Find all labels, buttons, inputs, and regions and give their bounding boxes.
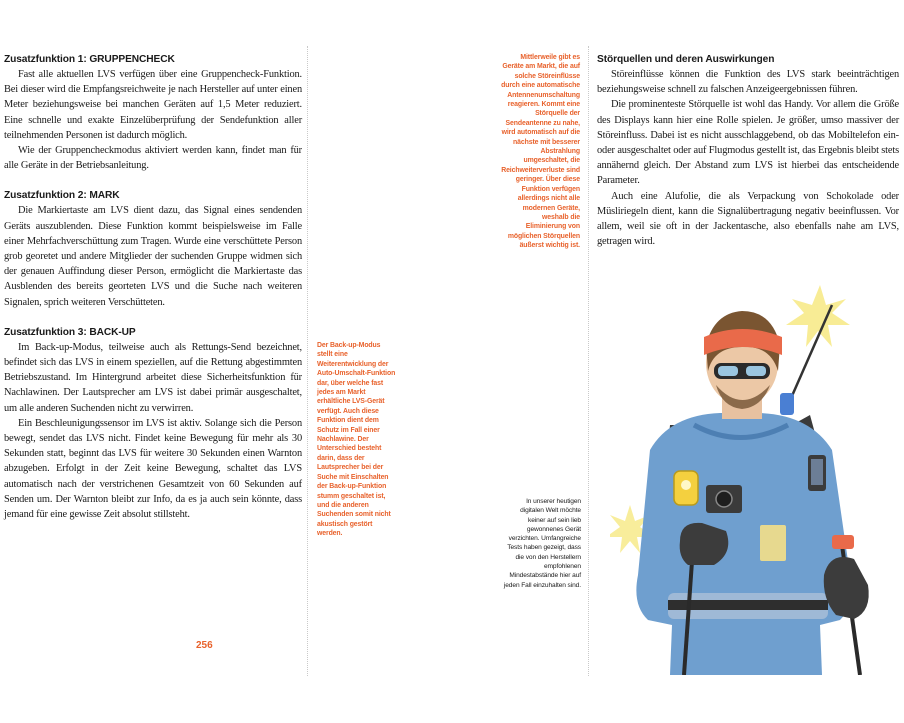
body-paragraph: Die Markiertaste am LVS dient dazu, das Signal eines sendenden Geräts auszublenden. Diese Funktion kommt beispielsweise im Falle einer Mehrfachverschüttung zum Tragen. Wurde eine verschüttete Person grob georetet und andere Mitglieder der suchenden Gruppe widmen sich der genauen Auffindung dieser Person, ermöglicht die Markiertaste das Ausblenden des bereits georteten LVS und die Suche nach weiteren Signalen, sprich weiteren Verschütteten. — [4, 205, 302, 308]
body-paragraph: Wie der Gruppencheckmodus aktiviert werden kann, findet man für alle Geräte in der Betriebsanleitung. — [4, 145, 302, 172]
body-paragraph: Fast alle aktuellen LVS verfügen über eine Gruppencheck-Funktion. Bei dieser wird die Empfangsreichweite je nach Hersteller auf unter einen Meter beziehungsweise bei manchen Geräten auf 1,5 Meter reduziert. Eine schnelle und exakte Einzelüberprüfung der Sendefunktion aller teilnehmenden Personen ist dadurch möglich. — [4, 69, 302, 141]
page-number: 256 — [196, 640, 213, 651]
body-paragraph: Auch eine Alufolie, die als Verpackung von Schokolade oder Müsliriegeln dient, kann die Signalübertragung negativ beeinflussen. Vor allem, weil sie oft in der Jackentasche, also ebenfalls nahe am LVS, getragen wird. — [597, 190, 899, 248]
body-paragraph: Ein Beschleunigungssensor im LVS ist aktiv. Solange sich die Person bewegt, sendet das LVS nicht. Findet keine Bewegung für mehr als 30 Sekunden statt, beginnt das LVS für weitere 30 Sekunden einen Warnton abzugeben. Erfolgt in der Zeit keine Bewegung, schaltet das LVS automatisch nach der verstrichenen Gesamtzeit von 60 Sekunden auf Senden um. Der Warnton bleibt zur Info, da es ja auch sein könnte, dass jemand für eine gewisse Zeit absolut stillsteht. — [4, 417, 302, 521]
section-heading: Zusatzfunktion 2: MARK — [4, 190, 120, 202]
radio-icon — [780, 393, 794, 415]
skier-illustration — [610, 275, 900, 675]
body-paragraph: Störeinflüsse können die Funktion des LVS stark beeinträchtigen beziehungsweise schnell zu falschen Anzeigeergebnissen führen. — [597, 69, 899, 96]
right-text-column — [597, 52, 899, 249]
section-heading: Störquellen und deren Auswirkungen — [597, 54, 775, 65]
figure-caption: In unserer heutigen digitalen Welt möchte keiner auf sein lieb gewonnenes Gerät verzichten. Umfangreiche Tests haben gezeigt, dass die von den Herstellern empfohlenen Mindestabstände hier auf jeden Fall einzuhalten sind. — [503, 498, 581, 589]
column-divider — [588, 46, 589, 676]
chocolate-bar-icon — [760, 525, 786, 561]
jacket — [636, 413, 851, 675]
column-divider — [307, 46, 308, 676]
left-text-column — [4, 52, 302, 522]
side-note: Der Back-up-Modus stellt eine Weiterentwicklung der Auto-Umschalt-Funktion dar, über welche fast jedes am Markt erhältliche LVS-Gerät verfügt. Auch diese Funktion dient dem Schutz im Fall einer Nachlawine. Der Unterschied besteht darin, dass der Lautsprecher bei der Suche mit Einschalten der Back-up-Funktion stumm geschaltet ist, und die anderen Suchenden somit nicht akustisch gestört werden. — [317, 342, 396, 538]
section-heading: Zusatzfunktion 1: GRUPPENCHECK — [4, 54, 175, 65]
body-paragraph: Im Back-up-Modus, teilweise auch als Rettungs-Send bezeichnet, befindet sich das LVS in einem speziellen, auf die Rettung abgestimmten Betriebszustand. Im Hintergrund arbeitet diese Sicherheitsfunktion für Nachlawinen. Der Lautsprecher am LVS ist dabei primär ausgeschaltet, um alle anderen Suchenden nicht zu verwirren. — [4, 341, 302, 414]
section-heading: Zusatzfunktion 3: BACK-UP — [4, 326, 136, 338]
body-paragraph: Die prominenteste Störquelle ist wohl das Handy. Vor allem die Größe des Displays kann hier eine Rolle spielen. Je größer, umso massiver der Störeinfluss. Dabei ist es nicht ausschlaggebend, ob das Mobiltelefon ein- oder ausgeschaltet oder auf Flugmodus gestellt ist, das Ergebnis bleibt stets annähernd gleich. Der Abstand zum LVS ist hierbei das entscheidende Parameter. — [597, 99, 899, 187]
side-note: Mittlerweile gibt es Geräte am Markt, die auf solche Störeinflüsse durch eine automatische Antennenumschaltung reagieren. Kommt eine Störquelle der Sendeantenne zu nahe, wird automatisch auf die nächste mit besserer Abstrahlung umgeschaltet, die Reichweiterverluste sind geringer. Über diese Funktion verfügen allerdings nicht alle modernen Geräte, weshalb die Eliminierung von möglichen Störquellen äußerst wichtig ist. — [501, 54, 580, 250]
